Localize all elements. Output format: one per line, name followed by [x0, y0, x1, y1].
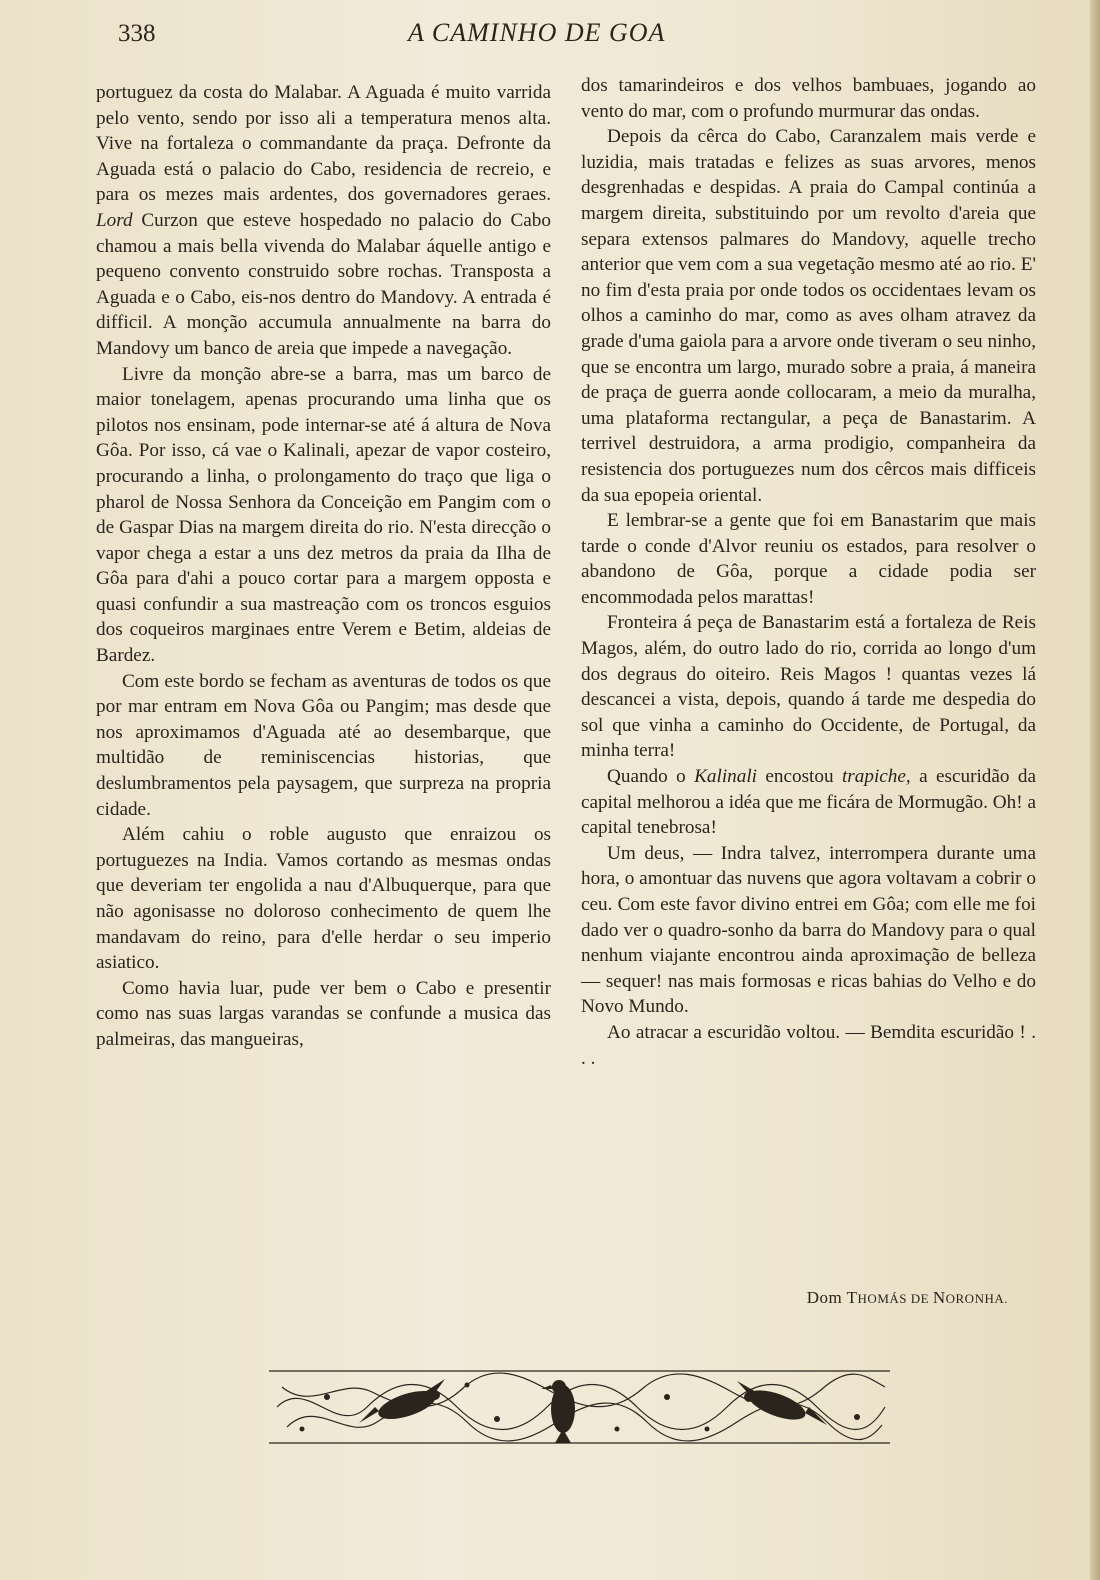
- paragraph: [96, 80, 551, 362]
- text-run: , a escuridão da capital melhorou a idéa que me ficára de Mormugão. Oh! a capital tenebrosa!: [581, 766, 1036, 839]
- paragraph: [581, 1020, 1036, 1071]
- italic-text: Kalinali: [694, 766, 757, 788]
- italic-text: trapiche: [841, 766, 906, 788]
- signature-last-rest: ORONHA.: [945, 1291, 1008, 1306]
- text-run: E lembrar-se a gente que foi em Banastarim que mais tarde o conde d'Alvor reuniu os estados, para resolver o abandono de Gôa, porque a cidade podia ser encommodada pelos marattas!: [581, 510, 1036, 608]
- text-run: portuguez da costa do Malabar. A Aguada é muito varrida pelo vento, sendo por isso ali a temperatura menos alta. Vive na fortaleza o commandante da praça. Defronte da Aguada está o palacio do Cabo, residencia de recreio, e para os mezes mais ardentes, dos governadores geraes.: [96, 82, 551, 206]
- page-number: 338: [118, 20, 156, 47]
- paragraph: [96, 669, 551, 823]
- running-title: A CAMINHO DE GOA: [408, 18, 666, 47]
- page-edge: [1090, 0, 1100, 1580]
- paragraph: [96, 976, 551, 1053]
- text-run: Curzon que esteve hospedado no palacio do Cabo chamou a mais bella vivenda do Malabar áquelle antigo e pequeno convento construido sobre rochas. Transposta a Aguada e o Cabo, eis-nos dentro do Mandovy. A entrada é difficil. A monção accumula annualmente na barra do Mandovy um banco de areia que impede a navegação.: [96, 209, 551, 359]
- text-run: Livre da monção abre-se a barra, mas um barco de maior tonelagem, apenas procurando uma linha que os pilotos nos ensinam, pode internar-se até á altura de Nova Gôa. Por isso, cá vae o Kalinali, apezar de vapor costeiro, procurando a linha, o prolongamento do traço que liga o pharol de Nossa Senhora da Conceição em Pangim com o de Gaspar Dias na margem direita do rio. N'esta direcção o vapor chega a estar a uns dez metros da praia da Ilha de Gôa para d'ahi a pouco cortar para a margem opposta e quasi confundir a sua mastreação com os troncos esguios dos coqueiros marginaes entre Verem e Betim, aldeias de Bardez.: [96, 363, 551, 667]
- paragraph: [581, 124, 1036, 508]
- text-run: Ao atracar a escuridão voltou. — Bemdita escuridão ! . . .: [581, 1021, 1036, 1069]
- author-signature: [807, 1288, 1008, 1308]
- paragraph: [96, 362, 551, 669]
- signature-first-rest: HOMÁS DE: [857, 1291, 933, 1306]
- text-run: Como havia luar, pude ver bem o Cabo e presentir como nas suas largas varandas se confunde a musica das palmeiras, das mangueiras,: [96, 977, 551, 1050]
- paragraph: [96, 822, 551, 976]
- paragraph: [581, 610, 1036, 764]
- paragraph: [581, 73, 1036, 124]
- text-run: Depois da cêrca do Cabo, Caranzalem mais verde e luzidia, mais tratadas e felizes as suas arvores, menos desgrenhadas e despidas. A praia do Campal continúa a margem direita, substituindo por um revolto d'areia que separa extensos palmares do Mandovy, aquelle trecho anterior que vem com a sua vegetação mesmo até ao rio. E' no fim d'esta praia por onde todos os occidentaes levam os olhos a caminho do mar, como as aves olham atravez da grade d'uma gaiola para a arvore onde tiveram o seu ninho, que se encontra um largo, murado sobre a praia, á maneira de praça de guerra aonde collocaram, a meio da muralha, uma plataforma rectangular, a peça de Banastarim. A terrivel destruidora, a arma prodigio, companheira da resistencia dos portuguezes num dos cêrcos mais difficeis da sua epopeia oriental.: [581, 126, 1036, 506]
- text-run: Quando o: [607, 766, 695, 788]
- signature-last-cap: N: [932, 1288, 946, 1307]
- birds-and-foliage-tailpiece-icon: [267, 1367, 892, 1447]
- text-run: Além cahiu o roble augusto que enraizou os portuguezes na India. Vamos cortando as mesmas ondas que deveriam ter engolida a nau d'Albuquerque, para que não agonisasse no doloroso conhecimento de quem lhe mandavam do reino, para d'elle herdar o seu imperio asiatico.: [96, 824, 551, 974]
- text-run: Fronteira á peça de Banastarim está a fortaleza de Reis Magos, além, do outro lado do rio, corrida ao longo d'um dos degraus do oiteiro. Reis Magos ! quantas vezes lá descancei a vista, depois, quando á tarde me despedia do sol que vinha a caminho do Occidente, de Portugal, da minha terra!: [581, 612, 1036, 762]
- paragraph: [581, 841, 1036, 1020]
- text-column-left: [96, 80, 551, 1053]
- italic-text: Lord: [96, 209, 133, 231]
- text-run: encostou: [757, 766, 842, 788]
- text-run: Com este bordo se fecham as aventuras de todos os que por mar entram em Nova Gôa ou Pangim; mas desde que nos aproximamos d'Aguada até ao desembarque, que multidão de reminiscencias historias, que deslumbramentos pela paysagem, que surpreza na propria cidade.: [96, 670, 551, 820]
- text-run: Um deus, — Indra talvez, interrompera durante uma hora, o amontuar das nuvens que agora voltavam a cobrir o ceu. Com este favor divino entrei em Gôa; com elle me foi dado ver o quadro-sonho da barra do Mandovy para o qual nenhum viajante encontrou ainda aproximação de belleza — sequer! nas mais formosas e ricas bahias do Velho e do Novo Mundo.: [581, 842, 1036, 1018]
- text-run: dos tamarindeiros e dos velhos bambuaes, jogando ao vento do mar, com o profundo murmurar das ondas.: [581, 75, 1036, 122]
- paragraph: [581, 764, 1036, 841]
- paragraph: [581, 508, 1036, 610]
- text-column-right: [581, 73, 1036, 1071]
- signature-first-cap: Dom T: [806, 1288, 858, 1307]
